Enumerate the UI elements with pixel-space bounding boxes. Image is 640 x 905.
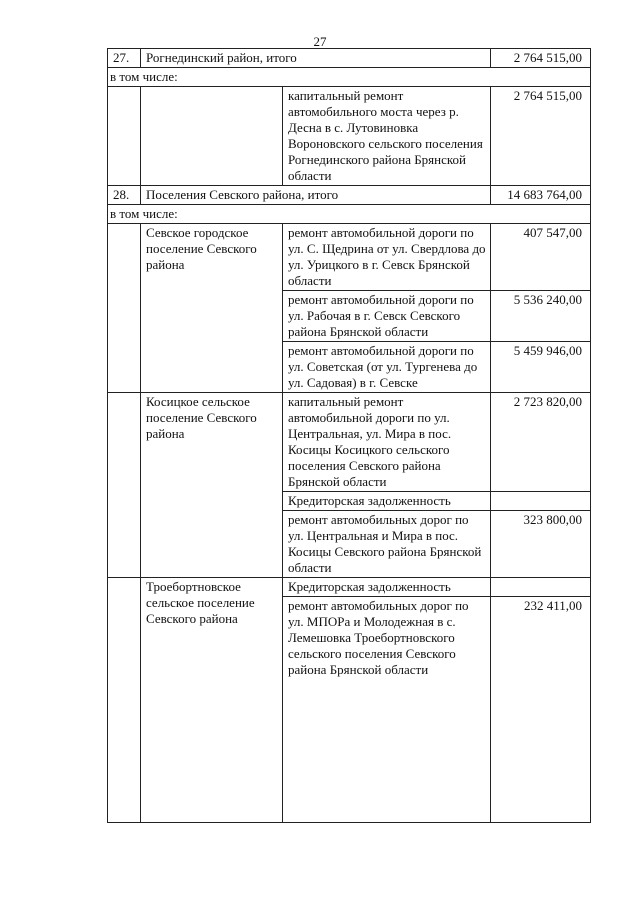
funding-table (107, 48, 591, 823)
item-description: Кредиторская задолженность (283, 492, 491, 511)
section-total: 2 764 515,00 (491, 49, 591, 68)
item-amount (491, 578, 591, 597)
section-total: 14 683 764,00 (491, 186, 591, 205)
item-amount: 232 411,00 (491, 597, 591, 823)
item-amount: 2 723 820,00 (491, 393, 591, 492)
table-row (108, 578, 591, 597)
section-number: 27. (108, 49, 141, 68)
including-label: в том числе: (108, 68, 591, 87)
item-amount: 5 536 240,00 (491, 291, 591, 342)
empty-cell (108, 578, 141, 823)
empty-cell (108, 393, 141, 578)
including-label: в том числе: (108, 205, 591, 224)
settlement-name: Севское городское поселение Севского района (141, 224, 283, 393)
section-header-row (108, 186, 591, 205)
settlement-name (141, 87, 283, 186)
item-description: ремонт автомобильных дорог по ул. Центральная и Мира в пос. Косицы Севского района Брянской области (283, 511, 491, 578)
item-amount: 407 547,00 (491, 224, 591, 291)
page-number: 27 (313, 34, 327, 49)
item-description: ремонт автомобильной дороги по ул. Рабочая в г. Севск Севского района Брянской области (283, 291, 491, 342)
table-row (108, 224, 591, 291)
table-row (108, 393, 591, 492)
item-description: капитальный ремонт автомобильной дороги по ул. Центральная, ул. Мира в пос. Косицы Косицкого сельского поселения Севского района Брянской области (283, 393, 491, 492)
empty-cell (108, 87, 141, 186)
section-title: Рогнединский район, итого (141, 49, 491, 68)
item-description: ремонт автомобильных дорог по ул. МПОРа и Молодежная в с. Лемешовка Троебортновского сельского поселения Севского района Брянской области (283, 597, 491, 823)
item-description: капитальный ремонт автомобильного моста через р. Десна в с. Лутовиновка Вороновского сельского поселения Рогнединского района Брянской области (283, 87, 491, 186)
section-header-row (108, 49, 591, 68)
item-amount: 323 800,00 (491, 511, 591, 578)
item-description: Кредиторская задолженность (283, 578, 491, 597)
item-description: ремонт автомобильной дороги по ул. Советская (от ул. Тургенева до ул. Садовая) в г. Севске (283, 342, 491, 393)
section-number: 28. (108, 186, 141, 205)
item-description: ремонт автомобильной дороги по ул. С. Щедрина от ул. Свердлова до ул. Урицкого в г. Севск Брянской области (283, 224, 491, 291)
including-row (108, 205, 591, 224)
item-amount: 5 459 946,00 (491, 342, 591, 393)
table-row (108, 87, 591, 186)
item-amount (491, 492, 591, 511)
empty-cell (108, 224, 141, 393)
including-row (108, 68, 591, 87)
settlement-name: Косицкое сельское поселение Севского района (141, 393, 283, 578)
settlement-name: Троебортновское сельское поселение Севского района (141, 578, 283, 823)
section-title: Поселения Севского района, итого (141, 186, 491, 205)
item-amount: 2 764 515,00 (491, 87, 591, 186)
